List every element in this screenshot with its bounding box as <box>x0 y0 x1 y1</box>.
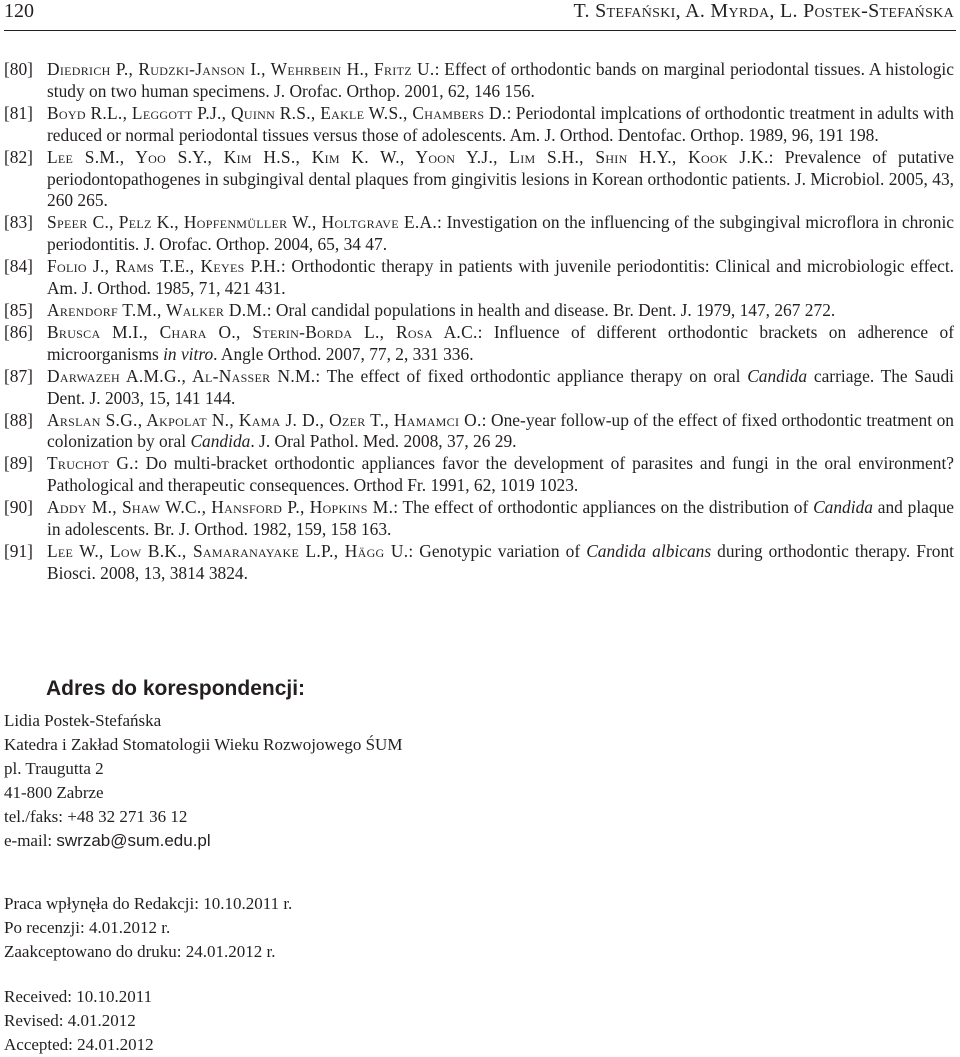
reference-authors: Folio J., Rams T.E., Keyes P.H. <box>47 256 281 277</box>
reference-text <box>47 453 954 497</box>
correspondence-department: Katedra i Zakład Stomatologii Wieku Rozwojowego ŚUM <box>4 735 403 754</box>
reference-item <box>4 256 954 300</box>
reference-authors: Speer C., Pelz K., Hopfenmüller W., Holtgrave E.A. <box>47 212 438 233</box>
reference-text <box>47 212 954 256</box>
reference-text <box>47 147 954 213</box>
revised-date-en: Revised: 4.01.2012 <box>4 1011 136 1030</box>
reference-authors: Arendorf T.M., Walker D.M. <box>47 299 267 320</box>
page-header <box>4 0 954 30</box>
correspondence-title: Adres do korespondencji: <box>46 677 306 700</box>
reference-body: : Investigation on the influencing of the subgingival microflora in chronic periodontitis. J. Orofac. Orthop. 2004, 65, 34 47. <box>47 212 954 255</box>
correspondence-city: 41-800 Zabrze <box>4 783 104 802</box>
reference-item <box>4 300 954 322</box>
reference-authors: Brusca M.I., Chara O., Sterin-Borda L., Rosa A.C. <box>47 321 478 342</box>
correspondence-phone: tel./faks: +48 32 271 36 12 <box>4 807 188 826</box>
reference-body: carriage. The Saudi Dent. J. 2003, 15, 141 144. <box>47 365 954 408</box>
reference-item <box>4 410 954 454</box>
reference-authors: Lee W., Low B.K., Samaranayake L.P., Hägg U. <box>47 540 409 561</box>
reference-body: : Oral candidal populations in health and disease. Br. Dent. J. 1979, 147, 267 272. <box>266 299 836 320</box>
email-address: swrzab@sum.edu.pl <box>56 831 211 850</box>
reference-number: [91] <box>4 540 33 561</box>
received-date-pl: Praca wpłynęła do Redakcji: 10.10.2011 r. <box>4 894 293 913</box>
reference-body: : The effect of fixed orthodontic appliance therapy on oral <box>315 365 748 386</box>
reference-italic: Candida <box>190 431 251 452</box>
dates-polish <box>4 892 292 964</box>
reference-text <box>47 541 954 585</box>
reference-body: . Angle Orthod. 2007, 77, 2, 331 336. <box>213 343 474 364</box>
reference-number: [80] <box>4 59 33 79</box>
reference-item <box>4 103 954 147</box>
reference-body: : Prevalence of putative periodontopathogenes in subgingival dental plaques from gingivitis lesions in Korean orthodontic patients. J. Microbiol. 2005, 43, 260 265. <box>47 146 954 211</box>
reference-number: [88] <box>4 409 33 430</box>
reference-body: : The effect of orthodontic appliances on the distribution of <box>393 497 814 518</box>
reference-body: : Genotypic variation of <box>408 540 587 561</box>
reference-item <box>4 322 954 366</box>
reference-text <box>47 59 954 103</box>
reference-italic: Candida albicans <box>586 540 712 561</box>
reference-item <box>4 453 954 497</box>
reference-number: [86] <box>4 321 33 342</box>
reference-text <box>47 256 954 300</box>
reference-list <box>4 59 954 585</box>
reference-text <box>47 366 954 410</box>
reference-italic: Candida <box>813 497 873 518</box>
reference-text <box>47 410 954 454</box>
reference-number: [83] <box>4 212 33 233</box>
reference-item <box>4 212 954 256</box>
correspondence-address <box>4 709 402 853</box>
accepted-date-pl: Zaakceptowano do druku: 24.01.2012 r. <box>4 942 276 961</box>
header-rule <box>4 30 956 31</box>
received-date-en: Received: 10.10.2011 <box>4 987 153 1006</box>
reference-item <box>4 541 954 585</box>
reference-body: : Influence of different orthodontic brackets on adherence of microorganisms <box>47 321 954 364</box>
running-head-authors: T. Stefański, A. Myrda, L. Postek-Stefańska <box>573 0 954 22</box>
reference-text <box>47 300 954 322</box>
reference-number: [82] <box>4 146 33 167</box>
reference-body: : One-year follow-up of the effect of fixed orthodontic treatment on colonization by oral <box>47 409 954 452</box>
accepted-date-en: Accepted: 24.01.2012 <box>4 1035 154 1054</box>
reference-body: and plaque in adolescents. Br. J. Orthod. 1982, 159, 158 163. <box>47 497 954 540</box>
reference-number: [89] <box>4 453 33 474</box>
reference-authors: Darwazeh A.M.G., Al-Nasser N.M. <box>47 365 316 386</box>
reference-body: . J. Oral Pathol. Med. 2008, 37, 26 29. <box>250 431 517 452</box>
reference-text <box>47 497 954 541</box>
reference-italic: in vitro <box>163 343 214 364</box>
reference-body: : Effect of orthodontic bands on marginal periodontal tissues. A histologic study on two human specimens. J. Orofac. Orthop. 2001, 62, 146 156. <box>47 59 954 101</box>
correspondence-email-line <box>4 829 402 853</box>
email-label: e-mail: <box>4 831 57 850</box>
reference-item <box>4 59 954 103</box>
reference-body: : Orthodontic therapy in patients with juvenile periodontitis: Clinical and microbiologic effect. Am. J. Orthod. 1985, 71, 421 431. <box>47 256 954 299</box>
reference-authors: Addy M., Shaw W.C., Hansford P., Hopkins M. <box>47 497 394 518</box>
reference-authors: Arslan S.G., Akpolat N., Kama J. D., Ozer T., Hamamci O. <box>47 409 482 430</box>
reference-number: [81] <box>4 102 33 123</box>
reference-authors: Diedrich P., Rudzki-Janson I., Wehrbein H., Fritz U. <box>47 59 435 79</box>
correspondence-name: Lidia Postek-Stefańska <box>4 711 162 730</box>
reference-number: [87] <box>4 365 33 386</box>
dates-english <box>4 985 154 1057</box>
reference-body: : Periodontal implcations of orthodontic treatment in adults with reduced or normal periodontal tissues versus those of adolescents. Am. J. Orthod. Dentofac. Orthop. 1989, 96, 191 198. <box>47 102 954 145</box>
reference-number: [84] <box>4 256 33 277</box>
reference-number: [85] <box>4 299 33 320</box>
reference-body: during orthodontic therapy. Front Biosci. 2008, 13, 3814 3824. <box>47 540 954 583</box>
reference-italic: Candida <box>747 365 808 386</box>
correspondence-street: pl. Traugutta 2 <box>4 759 104 778</box>
reference-text <box>47 322 954 366</box>
reference-item <box>4 366 954 410</box>
reference-authors: Boyd R.L., Leggott P.J., Quinn R.S., Eakle W.S., Chambers D. <box>47 102 507 123</box>
revised-date-pl: Po recenzji: 4.01.2012 r. <box>4 918 171 937</box>
reference-number: [90] <box>4 497 33 518</box>
reference-item <box>4 147 954 213</box>
reference-body: : Do multi-bracket orthodontic appliances favor the development of parasites and fungi in the oral environment? Pathological and therapeutic consequences. Orthod Fr. 1991, 62, 1019 1023. <box>47 453 954 496</box>
reference-item <box>4 497 954 541</box>
reference-text <box>47 103 954 147</box>
page-number: 120 <box>4 0 34 22</box>
reference-authors: Truchot G. <box>47 453 134 474</box>
reference-authors: Lee S.M., Yoo S.Y., Kim H.S., Kim K. W., Yoon Y.J., Lim S.H., Shin H.Y., Kook J.K. <box>47 146 769 167</box>
